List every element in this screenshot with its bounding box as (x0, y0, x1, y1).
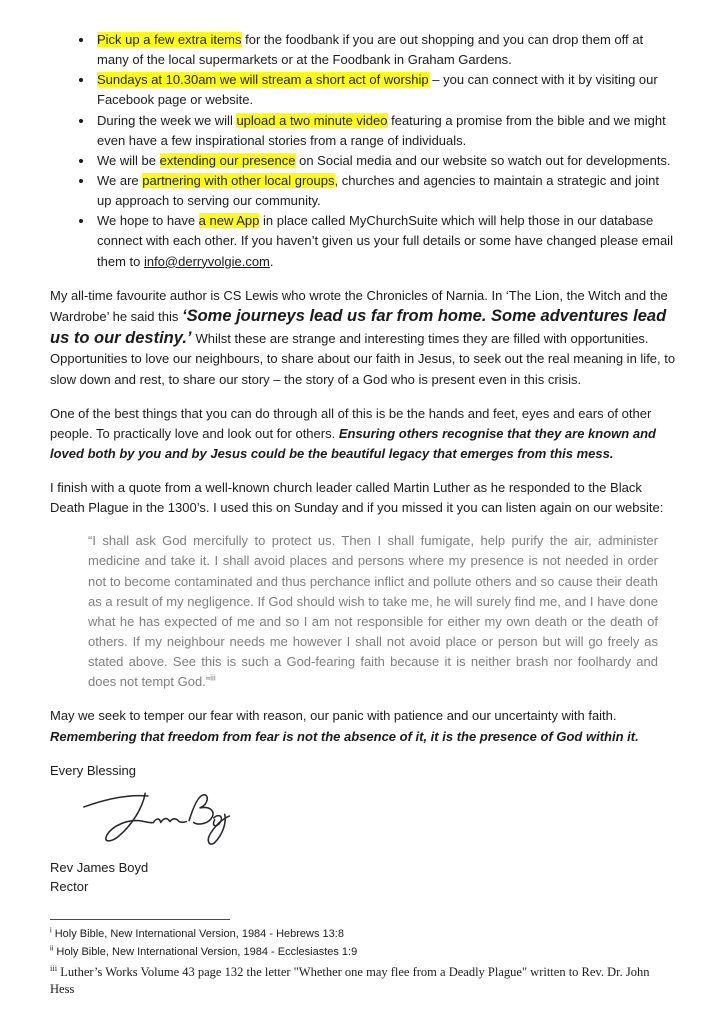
footnote-marker: ii (50, 943, 54, 953)
letter-body (50, 286, 676, 747)
footnote-separator (50, 919, 230, 920)
text-run: . (269, 253, 274, 269)
text-run: “I shall ask God mercifully to protect us. Then I shall fumigate, help purify the air, administer medicine and take it. I shall avoid places and persons where my presence is not needed in order not to become contaminated and thus perchance inflict and pollute others and so cause their death as a result of my negligence. If God should wish to take me, he will surely find me, and I have done what he has expected of me and so I am not responsible for either my own death or the death of others. If my neighbour needs me however I shall not avoid place or person but will go freely as stated above. See this is such a God-fearing faith because it is neither brash nor foolhardy and does not tempt God.” (88, 533, 658, 690)
signatory-name: Rev James Boyd (50, 859, 149, 875)
text-run: My all-time favourite author is CS Lewis who wrote the Chronicles of Narnia. In ‘The Lion, the Witch and the Wardrobe’ he said this (50, 287, 668, 324)
highlighted-text: extending our presence (159, 152, 296, 168)
text-run: , churches and agencies to maintain a strategic and joint up approach to serving our community. (97, 172, 659, 209)
bullet-item (94, 70, 676, 110)
highlighted-text: Sundays at 10.30am we will stream a short act of worship (97, 72, 429, 88)
text-run: featuring a promise from the bible and we might even have a few inspirational stories from a range of individuals. (97, 112, 666, 148)
paragraph (50, 706, 676, 746)
text-run: ‘Some journeys lead us far from home. Some adventures lead us to our destiny.’ (50, 306, 667, 347)
text-run: I finish with a quote from a well-known church leader called Martin Luther as he responded to the Black Death Plague in the 1300’s. I used this on Sunday and if you missed it you can listen again on our website: (50, 480, 664, 516)
paragraph (50, 404, 676, 464)
highlighted-text: partnering with other local groups (142, 172, 335, 188)
text-run: in place called MyChurchSuite which will help those in our database connect with each other. If you haven’t given us your full details or some have changed please email them to (97, 213, 673, 269)
text-run: During the week we will (97, 112, 237, 128)
footnote-marker: iii (50, 962, 58, 973)
paragraph (50, 286, 676, 390)
bullet-item (94, 151, 676, 171)
bullet-list (50, 30, 676, 272)
footnote: $^{ii}$ Holy Bible, New International Version, 1984 - Ecclesiastes 1:9 (50, 943, 358, 959)
text-run: We will be (97, 152, 160, 168)
footnote: $^{iii}$ Luther’s Works Volume 43 page 132 the letter "Whether one may flee from a Deadly Plague" written to Rev. Dr. John Hess (50, 962, 650, 997)
signature-scribble-icon (78, 785, 238, 849)
signatory-role: Rector (50, 878, 89, 894)
highlighted-text: Pick up a few extra items (97, 32, 242, 47)
text-run: Remembering that freedom from fear is not the absence of it, it is the presence of God within it. (50, 728, 639, 744)
text-run: One of the best things that you can do through all of this is be the hands and feet, eyes and ears of other people. To practically love and look out for others. (50, 405, 652, 441)
bullet-item (94, 211, 676, 271)
text-run: May we seek to temper our fear with reason, our panic with patience and our uncertainty with faith. (50, 708, 617, 724)
signatory-block (50, 859, 676, 897)
text-run: Whilst these are strange and interesting times they are filled with opportunities. Opportunities to love our neighbours, to share about our faith in Jesus, to seek out the real meaning in life, to slow down and rest, to share our story – the story of a God who is present even in this crisis. (50, 330, 676, 387)
bullet-item (94, 30, 676, 70)
valediction: Every Blessing (50, 762, 136, 778)
footnote-list (50, 926, 676, 999)
signature-image (78, 785, 676, 849)
text-run: Ensuring others recognise that they are known and loved both by you and by Jesus could be the beautiful legacy that emerges from this mess. (50, 425, 656, 461)
footnote-marker: i (50, 924, 52, 934)
paragraph (50, 478, 676, 518)
highlighted-text: upload a two minute video (236, 112, 388, 128)
footnote-ref: iii (210, 673, 216, 683)
highlighted-text: a new App (198, 213, 260, 229)
block-quote (88, 531, 658, 692)
text-run: We hope to have (97, 213, 199, 229)
bullet-item (94, 171, 676, 211)
footnote: $^i$ Holy Bible, New International Version, 1984 - Hebrews 13:8 (50, 924, 344, 940)
text-run: We are (97, 172, 143, 188)
email-link[interactable]: info@derryvolgie.com (143, 253, 270, 269)
bullet-item (94, 111, 676, 151)
text-run: – you can connect with it by visiting our Facebook page or website. (97, 72, 658, 108)
text-run: for the foodbank if you are out shopping and you can drop them off at many of the local supermarkets or at the Foodbank in Graham Gardens. (97, 32, 644, 68)
text-run: on Social media and our website so watch out for developments. (295, 152, 671, 168)
